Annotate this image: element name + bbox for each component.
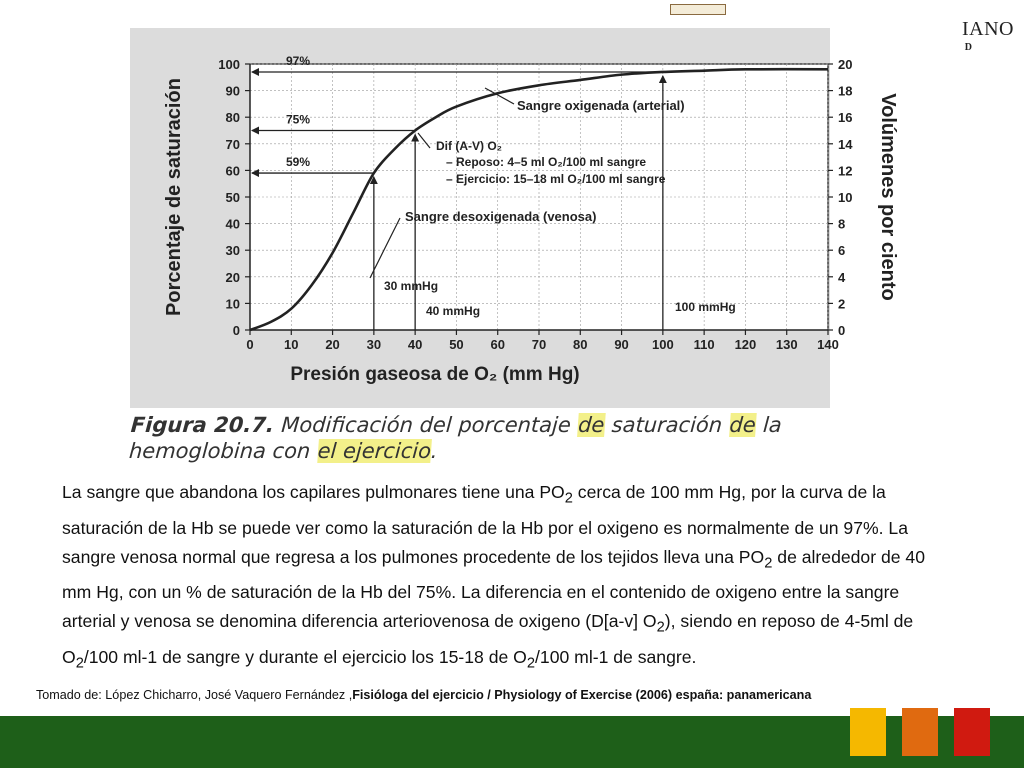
explanation-paragraph xyxy=(62,478,952,678)
y-tick-label: 70 xyxy=(225,136,240,152)
y-tick-label: 40 xyxy=(225,216,240,232)
annotation-dif-title: Dif (A-V) O₂ xyxy=(436,139,502,153)
deco-square-orange xyxy=(902,708,938,756)
caption-line2a: hemoglobina con xyxy=(128,439,312,463)
y2-tick-label: 0 xyxy=(838,323,846,338)
y-tick-label: 20 xyxy=(225,269,240,285)
body-sub3: 2 xyxy=(656,619,665,636)
y-tick-label: 90 xyxy=(225,83,240,99)
caption-part1: Modificación del porcentaje xyxy=(280,413,572,437)
x-tick-label: 140 xyxy=(817,337,839,352)
footnote-bold: Fisióloga del ejercicio / Physiology of Exercise (2006) españa: panamericana xyxy=(352,688,812,702)
caption-line2b: . xyxy=(430,439,439,463)
source-footnote xyxy=(36,688,996,702)
caption-highlight-3: el ejercicio xyxy=(316,439,432,463)
caption-part2: saturación xyxy=(610,413,724,437)
y2-tick-label: 4 xyxy=(838,269,846,285)
footnote-normal: Tomado de: López Chicharro, José Vaquero Fernández , xyxy=(36,688,353,702)
logo-subtext: D xyxy=(964,42,972,53)
y2-tick-label: 20 xyxy=(838,57,853,72)
logo-text: IANO xyxy=(962,18,1014,40)
annotation-reposo: – Reposo: 4–5 ml O₂/100 ml sangre xyxy=(446,155,647,169)
y2-tick-label: 14 xyxy=(838,136,853,152)
x-tick-label: 130 xyxy=(775,337,798,352)
body-p1: La sangre que abandona los capilares pulmonares tiene una PO xyxy=(62,482,565,502)
y-tick-label: 50 xyxy=(225,190,240,205)
annotation-30mmhg: 30 mmHg xyxy=(384,279,439,293)
y2-tick-label: 12 xyxy=(838,163,853,179)
x-tick-label: 90 xyxy=(614,337,629,352)
caption-highlight-2: de xyxy=(728,413,757,437)
x-tick-label: 80 xyxy=(573,337,588,352)
x-tick-label: 40 xyxy=(407,337,423,352)
x-tick-label: 20 xyxy=(325,337,340,352)
caption-part3: la xyxy=(762,413,783,437)
body-p3: de alrededor de 40 mm Hg, con un % de saturación de la Hb del 75%. La diferencia en el contenido de oxigeno entre la sangre arterial y venosa se denomina diferencia arteriovenosa de oxigeno (D[a-v] O xyxy=(62,546,925,632)
ref-label: 59% xyxy=(286,155,311,170)
x-tick-label: 10 xyxy=(284,337,299,352)
y-tick-label: 80 xyxy=(225,110,240,126)
y2-tick-label: 16 xyxy=(838,110,853,126)
x-tick-label: 120 xyxy=(734,337,757,352)
x-axis-label: Presión gaseosa de O₂ (mm Hg) xyxy=(290,364,580,385)
annotation-arterial: Sangre oxigenada (arterial) xyxy=(517,98,685,113)
y2-tick-label: 8 xyxy=(838,216,846,232)
y-tick-label: 60 xyxy=(225,163,240,179)
y-tick-label: 30 xyxy=(225,243,240,259)
body-sub2: 2 xyxy=(764,555,773,572)
deco-square-red xyxy=(954,708,990,756)
x-tick-label: 0 xyxy=(246,337,254,352)
y-tick-label: 100 xyxy=(218,57,240,72)
body-p5: /100 ml-1 de sangre y durante el ejercicio los 15-18 de O xyxy=(83,646,527,667)
top-badge xyxy=(670,4,726,15)
annotation-100mmhg: 100 mmHg xyxy=(675,300,736,314)
caption-highlight-1: de xyxy=(577,413,606,437)
y-tick-label: 0 xyxy=(232,323,240,338)
x-tick-label: 30 xyxy=(366,337,382,352)
x-tick-label: 50 xyxy=(449,337,464,352)
x-tick-label: 60 xyxy=(490,337,505,352)
y2-tick-label: 18 xyxy=(838,83,853,99)
y-tick-label: 10 xyxy=(225,296,240,312)
body-p6: /100 ml-1 de sangre. xyxy=(535,646,697,667)
y2-tick-label: 2 xyxy=(838,296,846,312)
annotation-venosa: Sangre desoxigenada (venosa) xyxy=(405,209,597,224)
y2-axis-label: Volúmenes por ciento xyxy=(877,93,899,301)
body-p2: cerca de 100 mm Hg, por la curva de la saturación de la Hb se puede ver como la saturación de la Hb por el oxigeno es normalmente de un 97%. La sangre venosa normal que regresa a los pulmones procedente de los tejidos lleva una PO xyxy=(62,482,908,567)
ref-label: 97% xyxy=(286,53,311,68)
x-tick-label: 100 xyxy=(652,337,674,352)
figure-caption xyxy=(128,412,962,464)
y-axis-label: Porcentaje de saturación xyxy=(163,78,185,316)
x-tick-label: 110 xyxy=(693,337,715,352)
annotation-ejercicio: – Ejercicio: 15–18 ml O₂/100 ml sangre xyxy=(446,172,666,186)
y2-tick-label: 6 xyxy=(838,243,846,259)
y2-tick-label: 10 xyxy=(838,190,853,205)
oxygen-saturation-chart xyxy=(130,28,899,408)
body-sub4: 2 xyxy=(75,655,84,672)
body-p4: ), siendo en reposo de 4-5ml de O xyxy=(62,611,914,667)
ref-label: 75% xyxy=(286,112,311,127)
x-tick-label: 70 xyxy=(531,337,547,352)
deco-square-yellow xyxy=(850,708,886,756)
body-sub5: 2 xyxy=(526,655,536,672)
annotation-40mmhg: 40 mmHg xyxy=(426,304,481,318)
body-sub1: 2 xyxy=(564,490,573,507)
caption-figure: Figura 20.7. xyxy=(130,413,275,437)
